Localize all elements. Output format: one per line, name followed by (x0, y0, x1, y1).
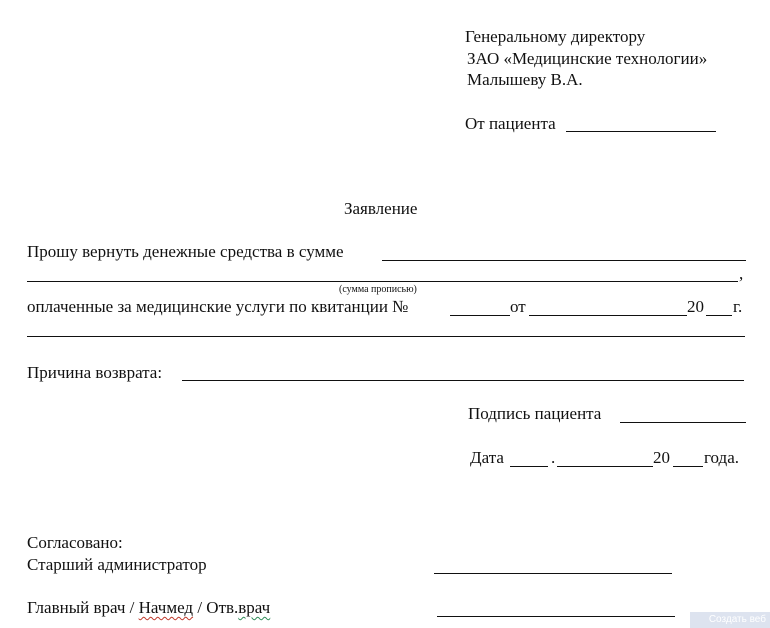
addressee-company: ЗАО «Медицинские технологии» (467, 49, 708, 68)
from-word: от (510, 297, 526, 316)
chief-doctor-part4: врач (238, 598, 271, 617)
addressee-title: Генеральному директору (465, 27, 646, 46)
blank-line[interactable] (27, 336, 745, 337)
from-patient-field[interactable] (566, 131, 716, 132)
year-suffix: г. (733, 297, 743, 316)
chief-doctor-signature-field[interactable] (437, 616, 675, 617)
date-month-field[interactable] (557, 466, 653, 467)
date-suffix: года. (704, 448, 740, 467)
paid-text: оплаченные за медицинские услуги по квитанции № (27, 297, 409, 316)
sum-field[interactable] (382, 260, 746, 261)
receipt-year-field[interactable] (706, 315, 732, 316)
chief-doctor-part2: Начмед (138, 598, 194, 617)
receipt-date-field[interactable] (529, 315, 687, 316)
date-label: Дата (470, 448, 504, 467)
document-title: Заявление (344, 199, 418, 218)
date-year-prefix: 20 (653, 448, 670, 467)
date-day-field[interactable] (510, 466, 548, 467)
chief-doctor-label (27, 598, 270, 618)
from-patient-label: От пациента (465, 114, 556, 133)
reason-label: Причина возврата: (27, 363, 163, 382)
senior-admin-signature-field[interactable] (434, 573, 672, 574)
sum-words-field[interactable] (27, 281, 738, 282)
addressee-name: Малышеву В.А. (467, 70, 583, 89)
approval-label: Согласовано: (27, 533, 123, 552)
watermark-badge: Создать веб (690, 612, 770, 628)
date-dot: . (551, 448, 556, 467)
signature-label: Подпись пациента (468, 404, 602, 423)
receipt-number-field[interactable] (450, 315, 510, 316)
date-year-field[interactable] (673, 466, 703, 467)
year-prefix: 20 (687, 297, 704, 316)
sum-comma: , (739, 264, 744, 283)
senior-admin-label: Старший администратор (27, 555, 207, 574)
chief-doctor-part1: Главный врач / (27, 598, 139, 617)
chief-doctor-part3: / Отв. (193, 598, 239, 617)
signature-field[interactable] (620, 422, 746, 423)
sum-hint: (сумма прописью) (339, 284, 417, 295)
request-text: Прошу вернуть денежные средства в сумме (27, 242, 344, 261)
reason-field[interactable] (182, 380, 744, 381)
